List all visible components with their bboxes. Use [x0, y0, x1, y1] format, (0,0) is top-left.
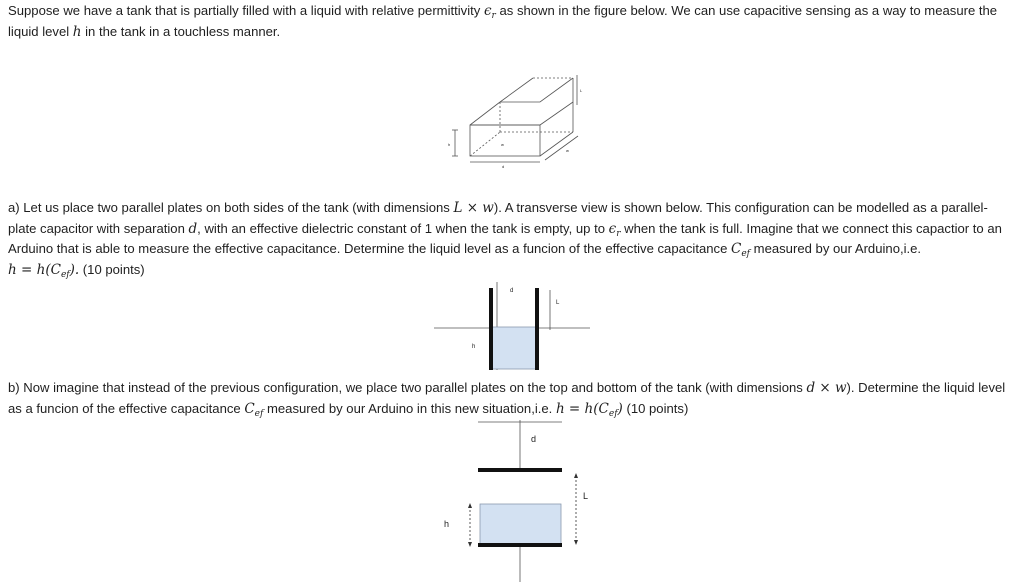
part-a-text-5: measured by our Arduino,i.e. [750, 241, 922, 256]
fig2-label-L: L [556, 300, 560, 306]
part-a-text-4: when the tank is full. Imagine that we connect this capactior to an Arduino that is able to measure the effective capacitance. Determine the liquid level as a funcion of the effective capacitance [8, 220, 1002, 256]
fig1-label-w-inner: w [501, 142, 504, 147]
part-a-text-3: , with an effective dielectric constant of 1 when the tank is empty, up to [197, 220, 609, 236]
part-b-text-2: ). Determine the liquid level as a funcion of the effective capacitance [8, 380, 1006, 416]
fig1-label-w: w [566, 148, 569, 153]
fig3-label-d: d [531, 434, 537, 444]
intro-paragraph [8, 1, 1016, 42]
part-b-paragraph [8, 378, 1016, 419]
fig1-label-d: d [502, 164, 505, 169]
fig3-label-h: h [444, 519, 450, 529]
fig2-label-d: d [510, 288, 514, 294]
part-a-text-2: ). A transverse view is shown below. This configuration can be modelled as a parallel-plate capacitor with separation [8, 200, 988, 236]
part-b-points: (10 points) [622, 400, 689, 416]
liquid-fill [480, 504, 561, 544]
c-ef-symbol: $C_{ef}$ [731, 241, 751, 259]
bottom-plate [478, 543, 562, 547]
tank-3d-figure [440, 70, 590, 170]
part-a-text-1: a) Let us place two parallel plates on both sides of the tank (with dimensions [8, 200, 454, 215]
fig1-label-h: h [448, 142, 451, 147]
d-symbol: d [188, 220, 198, 237]
fig1-label-L: L [580, 88, 583, 93]
left-plate [489, 288, 493, 370]
h-symbol: h [72, 23, 82, 40]
intro-text-3: in the tank in a touchless manner. [81, 23, 281, 39]
part-b-equation: $h = h(C_{ef})$ [555, 400, 623, 419]
part-a-dims: L × w [453, 200, 494, 216]
right-plate [535, 288, 539, 370]
epsilon-symbol: $\epsilon_r$ [483, 3, 496, 21]
part-a-paragraph [8, 198, 1016, 280]
part-a-points: (10 points) [79, 261, 145, 277]
side-plates-figure [434, 282, 594, 372]
part-b-dims: d × w [806, 380, 847, 396]
top-bottom-plates-figure [440, 420, 600, 582]
top-plate [478, 468, 562, 472]
fig3-label-L: L [583, 491, 589, 501]
part-a-equation: $h = h(C_{ef})$. [8, 261, 80, 280]
epsilon-symbol: $\epsilon_r$ [608, 220, 621, 239]
fig2-label-h: h [472, 344, 476, 350]
c-ef-symbol: $C_{ef}$ [244, 400, 264, 419]
intro-text-1: Suppose we have a tank that is partially filled with a liquid with relative permittivity [8, 3, 484, 18]
intro-text-2: as shown in the figure below. We can use capacitive sensing as a way to measure the liquid level [8, 3, 998, 39]
part-b-text-1: b) Now imagine that instead of the previous configuration, we place two parallel plates on the top and bottom of the tank (with dimensions [8, 380, 807, 395]
part-b-text-3: measured by our Arduino in this new situation,i.e. [263, 400, 556, 416]
liquid-fill [492, 327, 536, 369]
